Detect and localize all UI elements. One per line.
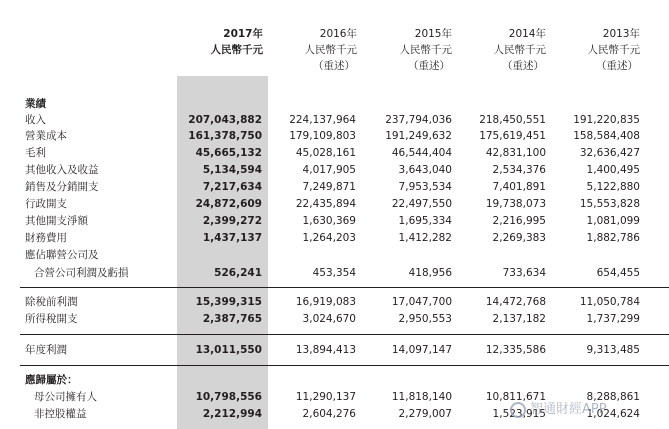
cell-2015: 14,097,147	[391, 344, 452, 356]
table-row-admin-expenses	[0, 197, 669, 212]
cell-2013: 158,584,408	[573, 130, 640, 142]
row-label: 年度利潤	[25, 344, 67, 356]
cell-2016: 22,435,894	[295, 198, 356, 210]
section-heading-results	[0, 97, 669, 112]
row-label: 合營公司利潤及虧損	[34, 267, 129, 279]
cell-2016: 13,894,413	[295, 344, 356, 356]
cell-2016: 179,109,803	[289, 130, 356, 142]
row-label: 其他收入及收益	[25, 164, 99, 176]
table-row-selling-expenses	[0, 180, 669, 195]
cell-2017: 10,798,556	[195, 391, 262, 403]
cell-2015: 3,643,040	[398, 164, 452, 176]
cell-2015: 418,956	[408, 267, 452, 279]
cell-2014: 42,831,100	[485, 147, 546, 159]
column-header-2013	[545, 26, 640, 74]
cell-2017: 13,011,550	[195, 344, 262, 356]
cell-2013: 1,081,099	[586, 215, 640, 227]
table-row-gross-profit	[0, 146, 669, 161]
row-label: 所得稅開支	[25, 313, 78, 325]
row-label: 應佔聯營公司及	[25, 249, 99, 261]
cell-2014: 175,619,451	[479, 130, 546, 142]
cell-2017: 45,665,132	[195, 147, 262, 159]
cell-2015: 2,279,007	[398, 408, 452, 420]
cell-2013: 9,313,485	[586, 344, 640, 356]
column-header-2016	[262, 26, 357, 74]
cell-2013: 1,024,624	[586, 408, 640, 420]
header-unit: 人民幣千元	[304, 44, 357, 56]
cell-2016: 4,017,905	[302, 164, 356, 176]
header-unit: 人民幣千元	[399, 44, 452, 56]
cell-2013: 191,220,835	[573, 114, 640, 126]
cell-2015: 22,497,550	[391, 198, 452, 210]
table-row-other-income	[0, 163, 669, 178]
table-row-profit-before-tax	[0, 295, 669, 310]
watermark	[510, 398, 607, 418]
cell-2014: 733,634	[502, 267, 546, 279]
header-unit: 人民幣千元	[493, 44, 546, 56]
cell-2016: 3,024,670	[302, 313, 356, 325]
table-row-associates-label-line1	[0, 248, 669, 263]
cell-2013: 8,288,861	[586, 391, 640, 403]
cell-2017: 161,378,750	[188, 130, 262, 142]
row-label: 毛利	[25, 147, 46, 159]
divider	[20, 287, 669, 288]
row-label: 營業成本	[25, 130, 67, 142]
cell-2015: 46,544,404	[391, 147, 452, 159]
section-label: 應歸屬於：	[25, 374, 78, 386]
table-row-other-expenses	[0, 214, 669, 229]
cell-2015: 2,950,553	[398, 313, 452, 325]
cell-2016: 1,264,203	[302, 232, 356, 244]
cell-2017: 2,387,765	[202, 313, 262, 325]
header-restated: （重述）	[408, 60, 450, 72]
header-year: 2016年	[319, 28, 357, 40]
cell-2014: 10,811,671	[485, 391, 546, 403]
cell-2015: 237,794,036	[385, 114, 452, 126]
header-restated: （重述）	[313, 60, 355, 72]
cell-2013: 1,882,786	[586, 232, 640, 244]
row-label: 母公司擁有人	[34, 391, 97, 403]
header-restated: （重述）	[596, 60, 638, 72]
cell-2015: 1,412,282	[398, 232, 452, 244]
watermark-logo-icon	[510, 402, 526, 418]
table-row-cost-of-sales	[0, 129, 669, 144]
cell-2014: 1,523,915	[492, 408, 546, 420]
cell-2014: 2,137,182	[492, 313, 546, 325]
cell-2016: 16,919,083	[295, 296, 356, 308]
section-heading-attributable	[0, 373, 669, 388]
cell-2014: 7,401,891	[492, 181, 546, 193]
header-year: 2013年	[602, 28, 640, 40]
cell-2015: 7,953,534	[398, 181, 452, 193]
cell-2016: 45,028,161	[295, 147, 356, 159]
header-year: 2014年	[508, 28, 546, 40]
divider	[20, 365, 669, 366]
table-row-income-tax	[0, 312, 669, 327]
cell-2016: 453,354	[312, 267, 356, 279]
header-unit: 人民幣千元	[587, 44, 640, 56]
cell-2013: 1,737,299	[586, 313, 640, 325]
cell-2014: 2,269,383	[492, 232, 546, 244]
row-label: 行政開支	[25, 198, 67, 210]
cell-2017: 7,217,634	[202, 181, 262, 193]
cell-2015: 11,818,140	[391, 391, 452, 403]
header-year: 2015年	[414, 28, 452, 40]
row-label: 其他開支淨額	[25, 215, 88, 227]
cell-2014: 12,335,586	[485, 344, 546, 356]
cell-2015: 191,249,632	[385, 130, 452, 142]
cell-2016: 2,604,276	[302, 408, 356, 420]
header-year: 2017年	[223, 28, 263, 40]
cell-2017: 2,212,994	[202, 408, 262, 420]
cell-2017: 1,437,137	[202, 232, 262, 244]
row-label: 財務費用	[25, 232, 67, 244]
header-unit: 人民幣千元	[210, 44, 263, 56]
divider	[20, 334, 669, 335]
cell-2016: 224,137,964	[289, 114, 356, 126]
cell-2013: 15,553,828	[579, 198, 640, 210]
column-header-2017	[168, 26, 263, 58]
header-restated: （重述）	[502, 60, 544, 72]
cell-2016: 11,290,137	[295, 391, 356, 403]
row-label: 銷售及分銷開支	[25, 181, 99, 193]
table-row-associates	[0, 266, 669, 281]
column-header-2014	[451, 26, 546, 74]
cell-2015: 17,047,700	[391, 296, 452, 308]
cell-2013: 32,636,427	[579, 147, 640, 159]
cell-2016: 1,630,369	[302, 215, 356, 227]
watermark-text: 智通財經APP	[530, 402, 607, 417]
cell-2014: 218,450,551	[479, 114, 546, 126]
column-header-2015	[357, 26, 452, 74]
table-row-finance-costs	[0, 231, 669, 246]
cell-2014: 2,534,376	[492, 164, 546, 176]
table-row-profit-for-year	[0, 343, 669, 358]
cell-2013: 654,455	[596, 267, 640, 279]
row-label: 非控股權益	[34, 408, 87, 420]
cell-2017: 5,134,594	[202, 164, 262, 176]
cell-2017: 15,399,315	[195, 296, 262, 308]
section-label: 業績	[25, 98, 46, 110]
cell-2013: 1,400,495	[586, 164, 640, 176]
cell-2017: 24,872,609	[195, 198, 262, 210]
cell-2014: 14,472,768	[485, 296, 546, 308]
cell-2016: 7,249,871	[302, 181, 356, 193]
cell-2014: 2,216,995	[492, 215, 546, 227]
cell-2013: 11,050,784	[579, 296, 640, 308]
row-label: 除稅前利潤	[25, 296, 78, 308]
cell-2014: 19,738,073	[485, 198, 546, 210]
table-row-revenue	[0, 113, 669, 128]
row-label: 收入	[25, 114, 46, 126]
cell-2017: 2,399,272	[202, 215, 262, 227]
cell-2015: 1,695,334	[398, 215, 452, 227]
cell-2017: 526,241	[214, 267, 262, 279]
cell-2017: 207,043,882	[188, 114, 262, 126]
cell-2013: 5,122,880	[586, 181, 640, 193]
